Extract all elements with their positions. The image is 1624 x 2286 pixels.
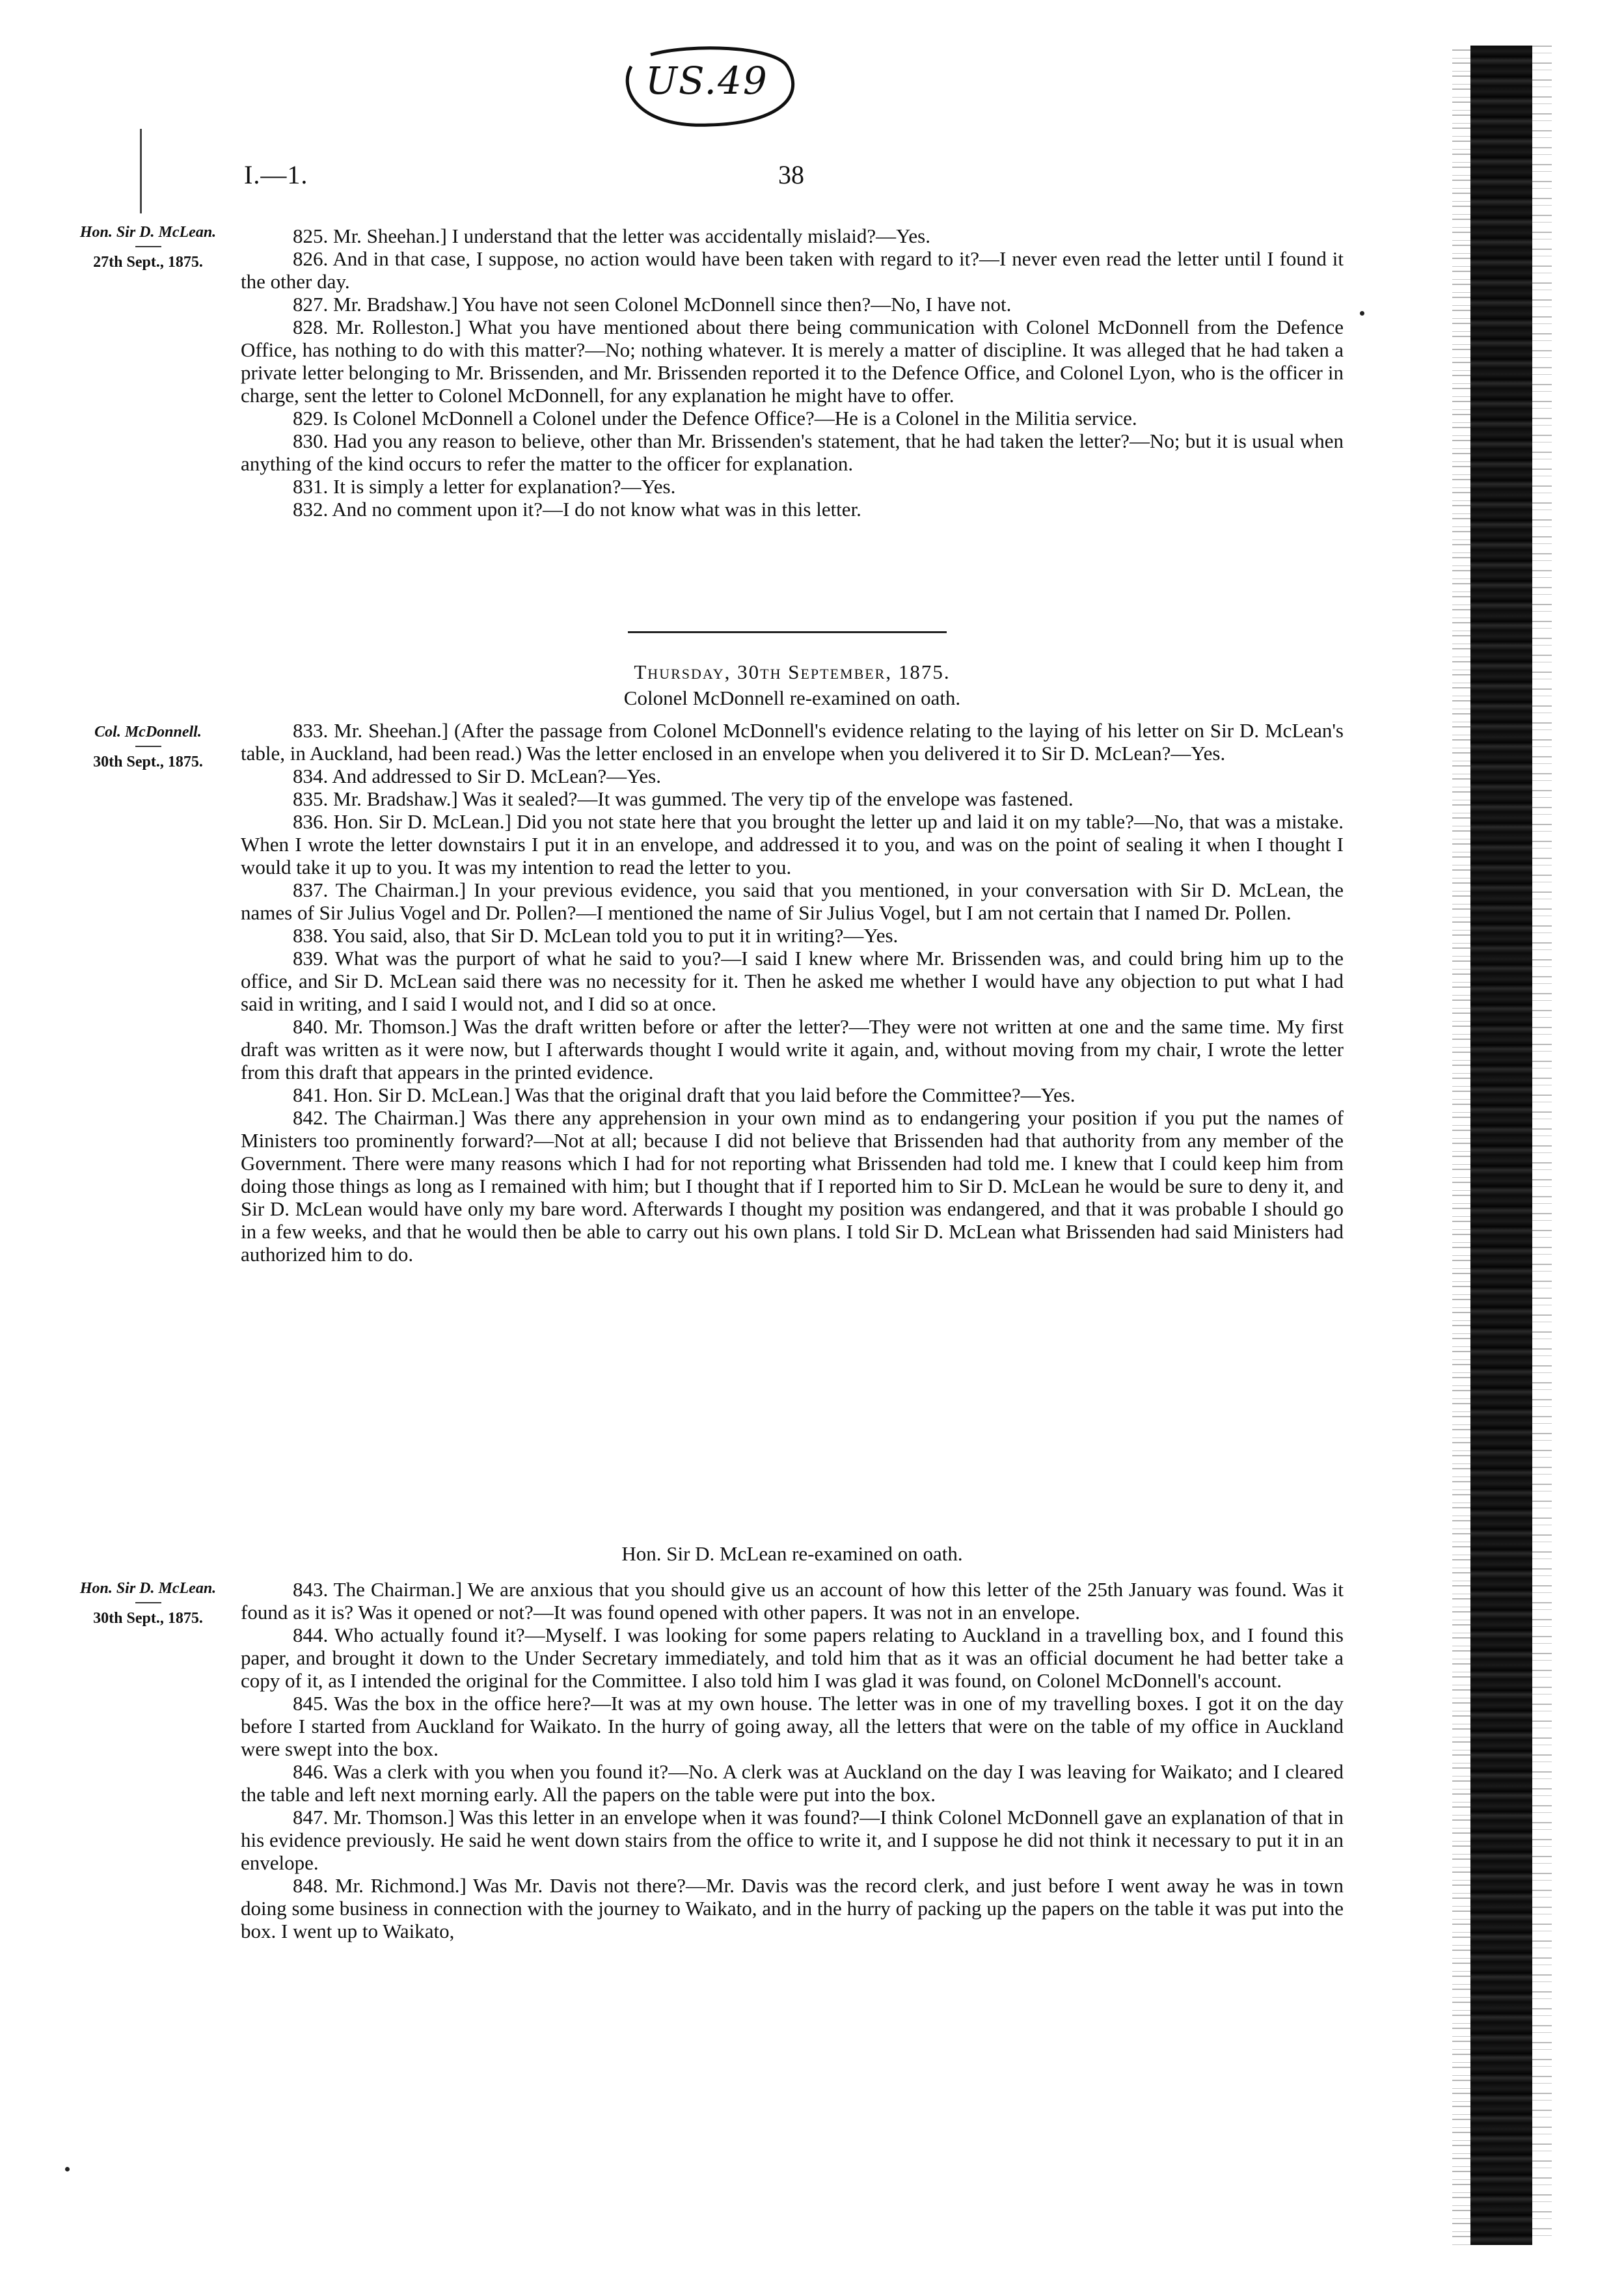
evidence-paragraph: 837. The Chairman.] In your previous evidence, you said that you mentioned, in your conversation with Sir D. McLean, the names of Sir Julius Vogel and Dr. Pollen?—I mentioned the name of Sir Julius Vogel, but I am not certain that I named Dr. Pollen. xyxy=(241,878,1344,924)
margin-note-witness: Hon. Sir D. McLean. xyxy=(79,224,217,241)
margin-note-date: 30th Sept., 1875. xyxy=(93,1610,203,1627)
evidence-paragraph: 829. Is Colonel McDonnell a Colonel under the Defence Office?—He is a Colonel in the Militia service. xyxy=(293,407,1137,429)
margin-note-rule xyxy=(135,746,161,747)
evidence-paragraph: 844. Who actually found it?—Myself. I was looking for some papers relating to Auckland in a travelling box, and I found this paper, and brought it down to the Under Secretary immediately, and told him that as it was an official document he had better take a copy of it, as I intended the original for the Committee. I also told him I was glad it was found, on Colonel McDonnell's account. xyxy=(241,1624,1344,1692)
page-number: 38 xyxy=(778,160,804,189)
evidence-paragraph: 831. It is simply a letter for explanation?—Yes. xyxy=(293,475,676,498)
evidence-paragraph: 847. Mr. Thomson.] Was this letter in an envelope when it was found?—I think Colonel McDonnell gave an explanation of that in his evidence previously. He said he went down stairs from the office to write it, and I suppose he did not think it necessary to put it in an envelope. xyxy=(241,1806,1344,1874)
evidence-paragraph: 841. Hon. Sir D. McLean.] Was that the original draft that you laid before the Committee?—Yes. xyxy=(293,1083,1076,1106)
margin-note-witness: Hon. Sir D. McLean. xyxy=(79,1580,217,1597)
evidence-paragraph: 835. Mr. Bradshaw.] Was it sealed?—It was gummed. The very tip of the envelope was fastened. xyxy=(293,787,1074,810)
witness-heading: Hon. Sir D. McLean re-examined on oath. xyxy=(621,1542,963,1565)
evidence-paragraph: 825. Mr. Sheehan.] I understand that the letter was accidentally mislaid?—Yes. xyxy=(293,225,930,247)
section-reference: I.—1. xyxy=(244,160,308,189)
evidence-paragraph: 832. And no comment upon it?—I do not know what was in this letter. xyxy=(293,498,861,521)
speck xyxy=(1360,311,1364,316)
margin-note xyxy=(65,223,231,272)
annotation-text: US.49 xyxy=(645,59,768,103)
evidence-paragraph: 845. Was the box in the office here?—It was at my own house. The letter was in one of my travelling boxes. I got it on the day before I started from Auckland for Waikato. In the hurry of going away, all the letters that were on the table of my office in Auckland were swept into the box. xyxy=(241,1692,1344,1760)
margin-note-witness: Col. McDonnell. xyxy=(94,724,202,741)
evidence-paragraph: 846. Was a clerk with you when you found it?—No. A clerk was at Auckland on the day I was leaving for Waikato; and I cleared the table and left next morning early. All the papers on the table were put into the box. xyxy=(241,1760,1344,1806)
margin-note-rule xyxy=(135,1602,161,1603)
evidence-paragraph: 848. Mr. Richmond.] Was Mr. Davis not there?—Mr. Davis was the record clerk, and just before I went away he was in town doing some business in connection with the journey to Waikato, and in the hurry of packing up the papers on the table it was put into the box. I went up to Waikato, xyxy=(241,1874,1344,1942)
margin-note-date: 30th Sept., 1875. xyxy=(93,754,203,770)
witness-heading: Colonel McDonnell re-examined on oath. xyxy=(623,687,961,709)
date-heading: Thursday, 30th September, 1875. xyxy=(634,660,951,683)
evidence-paragraph: 838. You said, also, that Sir D. McLean told you to put it in writing?—Yes. xyxy=(293,924,899,947)
margin-note xyxy=(65,1579,231,1628)
speck xyxy=(65,2167,70,2171)
evidence-paragraph: 827. Mr. Bradshaw.] You have not seen Colonel McDonnell since then?—No, I have not. xyxy=(293,293,1012,316)
evidence-paragraph: 834. And addressed to Sir D. McLean?—Yes. xyxy=(293,765,661,787)
margin-note-date: 27th Sept., 1875. xyxy=(93,254,203,271)
evidence-paragraph: 830. Had you any reason to believe, other than Mr. Brissenden's statement, that he had taken the letter?—No; but it is usual when anything of the kind occurs to refer the matter to the officer for explanation. xyxy=(241,429,1344,475)
page-header xyxy=(0,159,1624,198)
evidence-block-1 xyxy=(241,225,1344,521)
evidence-paragraph: 842. The Chairman.] Was there any apprehension in your own mind as to endangering your position if you put the names of Ministers too prominently forward?—Not at all; because I did not believe that Brissenden had that authority from any member of the Government. There were many reasons which I had for not reporting what Brissenden had told me. I knew that I could keep him from doing those things as long as I remained with him; but I thought that if I reported him to Sir D. McLean he would be sure to deny it, and Sir D. McLean would have only my bare word. Afterwards I thought my position was endangered, and that it was probable I should go in a few weeks, and that he would then be able to carry out his own plans. I told Sir D. McLean what Brissenden had said Ministers had authorized him to do. xyxy=(241,1106,1344,1266)
evidence-paragraph: 840. Mr. Thomson.] Was the draft written before or after the letter?—They were not written at one and the same time. My first draft was written as it were now, but I afterwards thought I would write it again, and, without moving from my chair, I wrote the letter from this draft that appears in the printed evidence. xyxy=(241,1015,1344,1083)
handwritten-annotation xyxy=(612,40,807,138)
evidence-paragraph: 833. Mr. Sheehan.] (After the passage from Colonel McDonnell's evidence relating to the laying of his letter on Sir D. McLean's table, in Auckland, had been read.) Was the letter enclosed in an envelope when you delivered it to Sir D. McLean?—Yes. xyxy=(241,719,1344,765)
section-divider xyxy=(628,631,947,633)
evidence-paragraph: 836. Hon. Sir D. McLean.] Did you not state here that you brought the letter up and laid it on my table?—No, that was a mistake. When I wrote the letter downstairs I put it in an envelope, and addressed it to you, and was on the point of sealing it when I thought I would take it up to you. It was my intention to read the letter to you. xyxy=(241,810,1344,878)
margin-note-rule xyxy=(135,246,161,247)
evidence-paragraph: 826. And in that case, I suppose, no action would have been taken with regard to it?—I never even read the letter until I found it the other day. xyxy=(241,247,1344,293)
evidence-paragraph: 839. What was the purport of what he said to you?—I said I knew where Mr. Brissenden was, and could bring him up to the office, and Sir D. McLean said there was no necessity for it. Then he asked me whether I would have any objection to put what I had said in writing, and I said I would not, and I did so at once. xyxy=(241,947,1344,1015)
evidence-paragraph: 843. The Chairman.] We are anxious that you should give us an account of how this letter of the 25th January was found. Was it found as it is? Was it opened or not?—It was found opened with other papers. It was not in an envelope. xyxy=(241,1578,1344,1624)
margin-note xyxy=(65,722,231,772)
evidence-block-2 xyxy=(241,719,1344,1266)
evidence-paragraph: 828. Mr. Rolleston.] What you have mentioned about there being communication with Colonel McDonnell from the Defence Office, has nothing to do with this matter?—No; nothing whatever. It is merely a matter of discipline. It was alleged that he had taken a private letter belonging to Mr. Brissenden, and Mr. Brissenden reported it to the Defence Office, and Colonel Lyon, who is the officer in charge, sent the letter to Colonel McDonnell, for any explanation he might have to offer. xyxy=(241,316,1344,407)
evidence-block-3 xyxy=(241,1578,1344,1942)
scanned-page-edge xyxy=(1470,46,1532,2245)
